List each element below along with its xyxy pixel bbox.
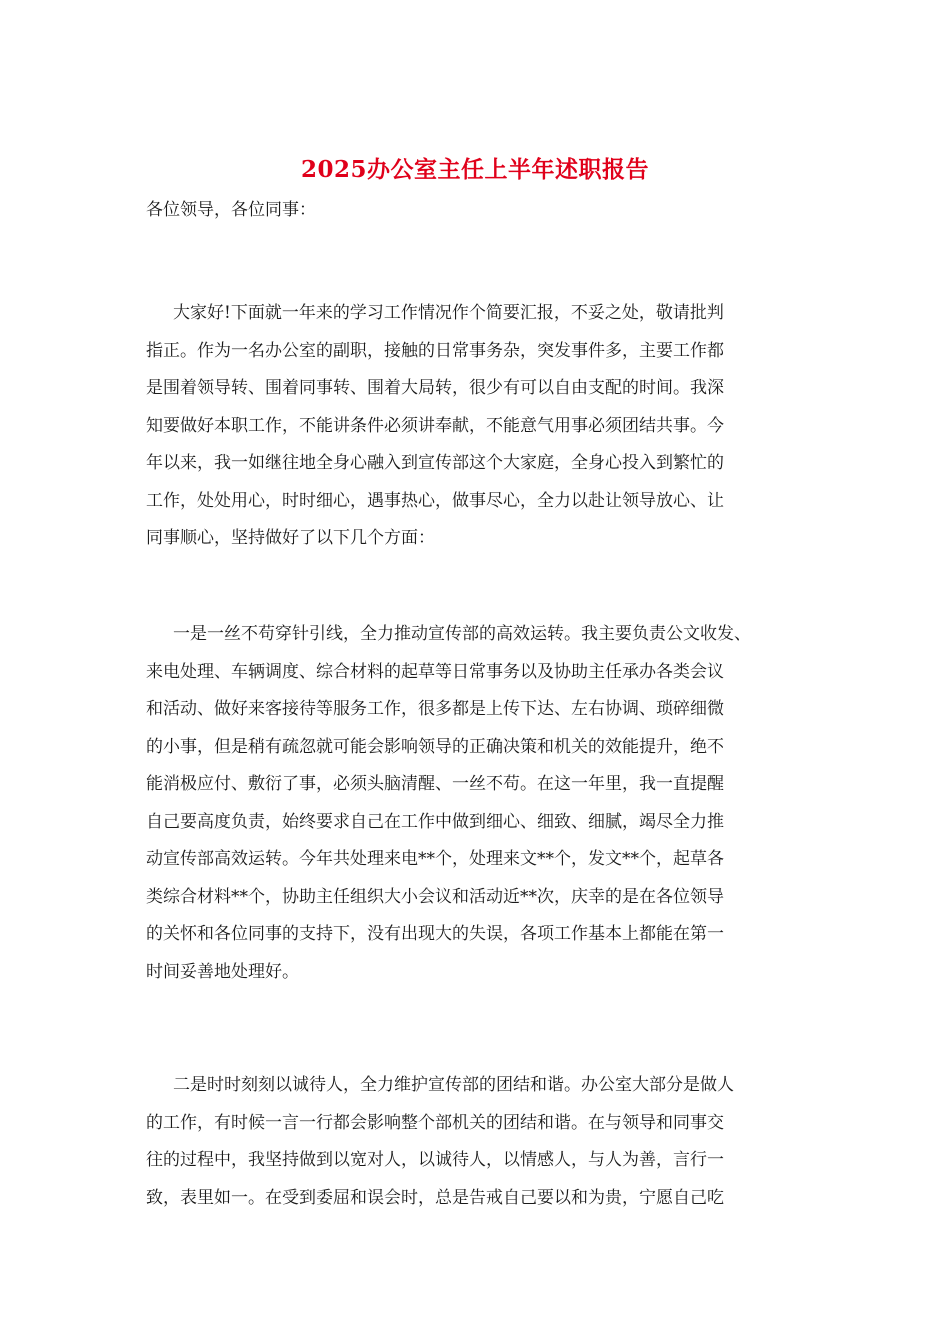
paragraph-line: 自己要高度负责，始终要求自己在工作中做到细心、细致、细腻，竭尽全力推: [146, 811, 724, 832]
paragraph-line: 的工作，有时候一言一行都会影响整个部机关的团结和谐。在与领导和同事交: [146, 1112, 724, 1133]
paragraph-line: 来电处理、车辆调度、综合材料的起草等日常事务以及协助主任承办各类会议: [146, 661, 724, 682]
document-title: 2025办公室主任上半年述职报告: [300, 156, 649, 183]
paragraph-line: 动宣传部高效运转。今年共处理来电**个，处理来文**个，发文**个，起草各: [146, 849, 724, 869]
paragraph-line: 知要做好本职工作，不能讲条件必须讲奉献，不能意气用事必须团结共事。今: [146, 415, 724, 436]
paragraph-line: 二是时时刻刻以诚待人，全力维护宣传部的团结和谐。办公室大部分是做人: [173, 1075, 734, 1095]
paragraph-line: 工作，处处用心，时时细心，遇事热心，做事尽心，全力以赴让领导放心、让: [146, 490, 724, 511]
paragraph-line: 年以来，我一如继往地全身心融入到宣传部这个大家庭，全身心投入到繁忙的: [146, 453, 724, 473]
paragraph-line: 一是一丝不苟穿针引线，全力推动宣传部的高效运转。我主要负责公文收发、: [173, 624, 751, 644]
paragraph-line: 大家好!下面就一年来的学习工作情况作个简要汇报，不妥之处，敬请批判: [173, 303, 724, 323]
body-paragraph-3: [146, 1067, 826, 1217]
paragraph-line: 能消极应付、敷衍了事，必须头脑清醒、一丝不苟。在这一年里，我一直提醒: [146, 774, 724, 794]
paragraph-line: 时间妥善地处理好。: [146, 961, 299, 982]
body-paragraph-2: [146, 616, 826, 991]
paragraph-line: 的关怀和各位同事的支持下，没有出现大的失误，各项工作基本上都能在第一: [146, 924, 724, 944]
paragraph-line: 指正。作为一名办公室的副职，接触的日常事务杂，突发事件多，主要工作都: [146, 340, 724, 361]
paragraph-line: 是围着领导转、围着同事转、围着大局转，很少有可以自由支配的时间。我深: [146, 378, 724, 398]
body-paragraph-1: [146, 295, 826, 558]
paragraph-line: 致，表里如一。在受到委屈和误会时，总是告戒自己要以和为贵，宁愿自己吃: [146, 1187, 724, 1208]
salutation: 各位领导，各位同事：: [146, 200, 316, 220]
paragraph-line: 的小事，但是稍有疏忽就可能会影响领导的正确决策和机关的效能提升，绝不: [146, 736, 724, 757]
paragraph-line: 同事顺心，坚持做好了以下几个方面：: [146, 528, 435, 548]
paragraph-line: 往的过程中，我坚持做到以宽对人，以诚待人，以情感人，与人为善，言行一: [146, 1150, 724, 1170]
paragraph-line: 类综合材料**个，协助主任组织大小会议和活动近**次，庆幸的是在各位领导: [146, 886, 724, 907]
paragraph-line: 和活动、做好来客接待等服务工作，很多都是上传下达、左右协调、琐碎细微: [146, 699, 724, 719]
